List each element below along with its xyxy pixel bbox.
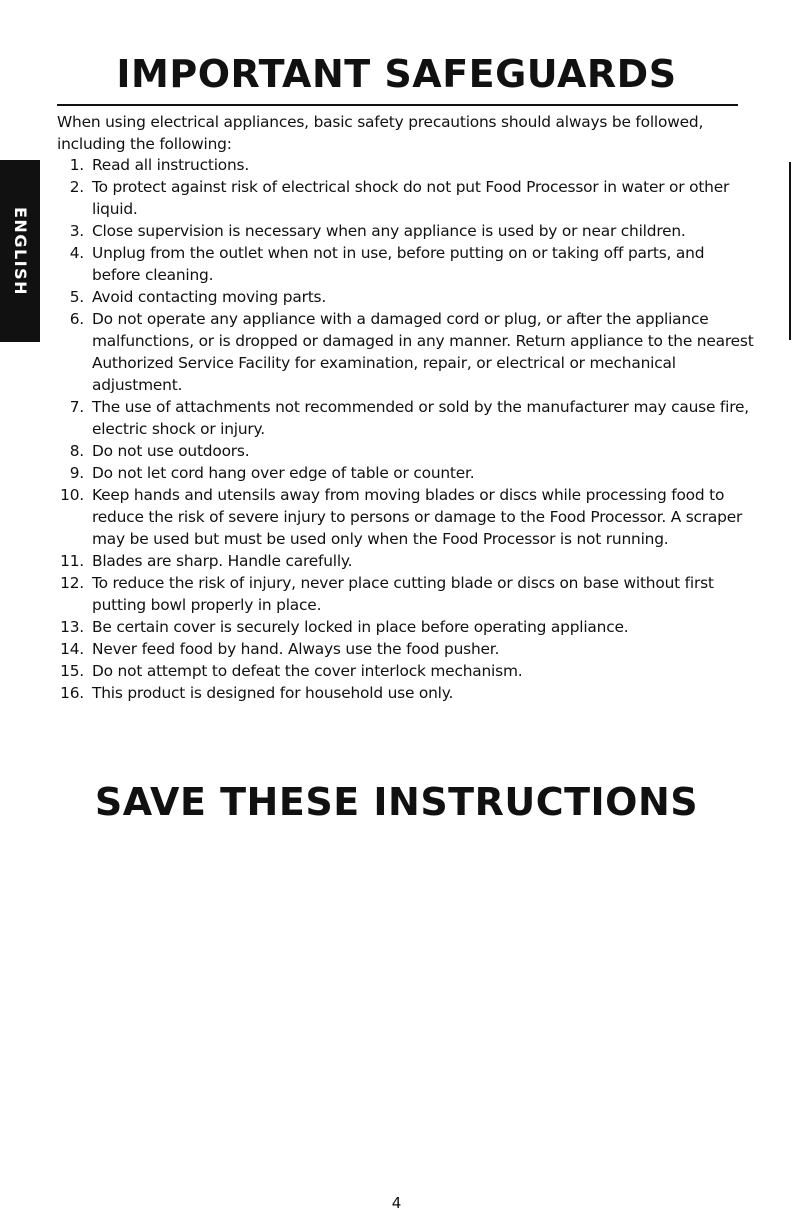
list-item-number: 12. [60, 574, 84, 592]
list-item [57, 682, 757, 704]
list-item-number: 2. [69, 178, 84, 196]
list-item-number: 14. [60, 640, 84, 658]
list-item [57, 308, 757, 396]
list-item-text: Unplug from the outlet when not in use, before putting on or taking off parts, and before cleaning. [92, 244, 705, 284]
list-item-text: Do not let cord hang over edge of table or counter. [92, 464, 475, 482]
list-item-text: Keep hands and utensils away from moving blades or discs while processing food to reduce the risk of severe injury to persons or damage to the Food Processor. A scraper may be used but must be used only when the Food Processor is not running. [92, 486, 743, 548]
list-item-number: 9. [69, 464, 84, 482]
list-item-number: 7. [69, 398, 84, 416]
list-item [57, 220, 757, 242]
list-item [57, 462, 757, 484]
list-item-number: 1. [69, 156, 84, 174]
list-item-text: Blades are sharp. Handle carefully. [92, 552, 353, 570]
list-item-text: To protect against risk of electrical shock do not put Food Processor in water or other liquid. [92, 178, 730, 218]
page-title: IMPORTANT SAFEGUARDS [116, 52, 677, 96]
list-item-number: 4. [69, 244, 84, 262]
list-item [57, 660, 757, 682]
list-item-number: 13. [60, 618, 84, 636]
intro-paragraph: When using electrical appliances, basic safety precautions should always be followed, including the following: [57, 113, 704, 153]
list-item [57, 396, 757, 440]
language-tab [0, 160, 40, 342]
list-item-text: Do not operate any appliance with a damaged cord or plug, or after the appliance malfunctions, or is dropped or damaged in any manner. Return appliance to the nearest Authorized Service Facility for examination, repair, or electrical or mechanical adjustment. [92, 310, 754, 394]
list-item-number: 6. [69, 310, 84, 328]
list-item-text: Be certain cover is securely locked in place before operating appliance. [92, 618, 629, 636]
language-tab-label: ENGLISH [10, 206, 30, 296]
list-item-text: This product is designed for household use only. [92, 684, 454, 702]
safeguards-list [57, 154, 757, 704]
list-item-text: Avoid contacting moving parts. [92, 288, 327, 306]
list-item [57, 638, 757, 660]
margin-rule [789, 162, 791, 340]
list-item-number: 8. [69, 442, 84, 460]
list-item [57, 286, 757, 308]
list-item-text: Do not use outdoors. [92, 442, 250, 460]
list-item-text: Read all instructions. [92, 156, 250, 174]
list-item-number: 11. [60, 552, 84, 570]
list-item [57, 572, 757, 616]
list-item [57, 440, 757, 462]
list-item-text: Close supervision is necessary when any appliance is used by or near children. [92, 222, 686, 240]
page-number: 4 [391, 1194, 402, 1212]
title-underline [57, 104, 738, 106]
list-item [57, 550, 757, 572]
list-item-text: To reduce the risk of injury, never place cutting blade or discs on base without first putting bowl properly in place. [92, 574, 714, 614]
list-item-text: Do not attempt to defeat the cover interlock mechanism. [92, 662, 523, 680]
list-item [57, 484, 757, 550]
list-item-number: 5. [69, 288, 84, 306]
list-item-number: 10. [60, 486, 84, 504]
list-item-number: 16. [60, 684, 84, 702]
list-item [57, 616, 757, 638]
closing-heading: SAVE THESE INSTRUCTIONS [94, 780, 699, 824]
list-item-number: 15. [60, 662, 84, 680]
list-item [57, 154, 757, 176]
list-item-number: 3. [69, 222, 84, 240]
list-item-text: Never feed food by hand. Always use the food pusher. [92, 640, 500, 658]
list-item-text: The use of attachments not recommended or sold by the manufacturer may cause fire, electric shock or injury. [92, 398, 749, 438]
list-item [57, 176, 757, 220]
list-item [57, 242, 757, 286]
